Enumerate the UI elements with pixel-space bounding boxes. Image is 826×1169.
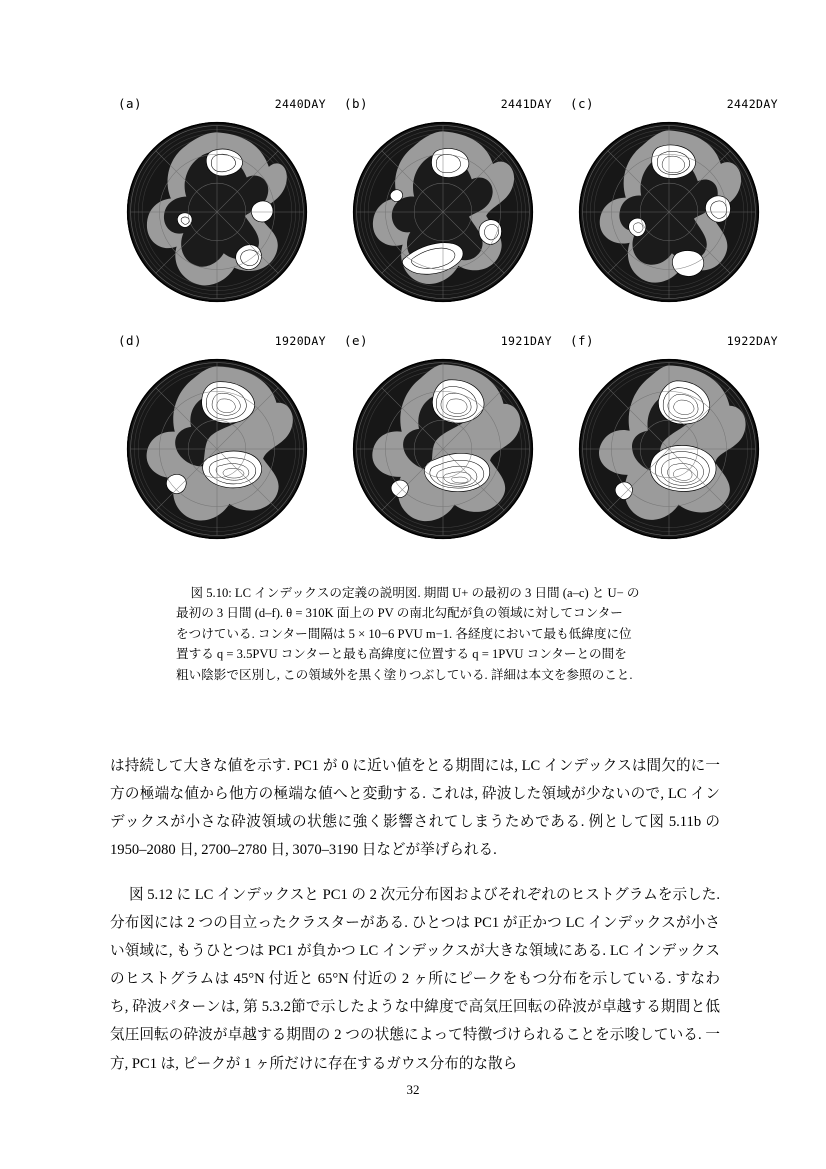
panel-day-b: 2441DAY: [500, 97, 552, 111]
panel-label-e: (e): [344, 333, 369, 348]
caption-line-4: 置する q = 3.5PVU コンターと最も高緯度に位置する q = 1PVU コンターとの間を: [176, 647, 627, 662]
page-number: 32: [406, 1082, 420, 1097]
panel-day-c: 2442DAY: [726, 97, 778, 111]
body-text: [110, 752, 720, 1078]
caption-line-3: をつけている. コンター間隔は 5 × 10−6 PVU m−1. 各経度において最も低緯度に位: [176, 626, 632, 641]
globe-plot-d: [121, 353, 313, 545]
globe-plot-f: [573, 353, 765, 545]
caption-line-5: 粗い陰影で区別し, この領域外を黒く塗りつぶしている. 詳細は本文を参照のこと.: [176, 667, 633, 682]
panel-label-f: (f): [570, 333, 595, 348]
figure-panel-a: [110, 92, 328, 307]
figure-caption: [176, 583, 654, 685]
globe-plot-e: [347, 353, 539, 545]
polar-stereographic-map-e: [347, 353, 539, 545]
panel-day-f: 1922DAY: [726, 334, 778, 348]
figure-panel-e: [336, 329, 554, 544]
panel-label-d: (d): [118, 333, 143, 348]
polar-stereographic-map-f: [573, 353, 765, 545]
figure-panel-d: [110, 329, 328, 544]
paragraph-2: 図 5.12 に LC インデックスと PC1 の 2 次元分布図およびそれぞれのヒストグラムを示した. 分布図には 2 つの目立ったクラスターがある. ひとつは PC1 が正かつ LC インデックスが小さい領域に, もうひとつは PC1 が負かつ LC インデックスが大きな領域にある. LC インデックスのヒストグラムは 45°N 付近と 65°N 付近の 2 ヶ所にピークをもつ分布を示している. すなわち, 砕波パターンは, 第 5.3.2節で示したような中緯度で高気圧回転の砕波が卓越する期間と低気圧回転の砕波が卓越する期間の 2 つの状態によって特徴づけられることを示唆している. 一方, PC1 は, ピークが 1 ヶ所だけに存在するガウス分布的な散ら: [110, 886, 720, 1072]
globe-plot-a: [121, 116, 313, 308]
globe-plot-b: [347, 116, 539, 308]
paragraph-1: は持続して大きな値を示す. PC1 が 0 に近い値をとる期間には, LC インデックスは間欠的に一方の極端な値から他方の極端な値へと変動する. これは, 砕波した領域が少ないので, LC インデックスが小さな砕波領域の状態に強く影響されてしまうためである. 例として図 5.11b の 1950–2080 日, 2700–2780 日, 3070–3190 日などが挙げられる.: [110, 758, 720, 859]
figure-panel-b: [336, 92, 554, 307]
figure-5-10: [110, 92, 780, 544]
panel-day-d: 1920DAY: [274, 334, 326, 348]
panel-day-a: 2440DAY: [274, 97, 326, 111]
caption-line-2: 最初の 3 日間 (d–f). θ = 310K 面上の PV の南北勾配が負の領域に対してコンター: [176, 606, 623, 621]
panel-label-a: (a): [118, 96, 143, 111]
panel-label-b: (b): [344, 96, 369, 111]
figure-row-bottom: [110, 329, 780, 544]
figure-row-top: [110, 92, 780, 307]
caption-line-1: 図 5.10: LC インデックスの定義の説明図. 期間 U+ の最初の 3 日間 (a–c) と U− の: [190, 586, 640, 600]
panel-label-c: (c): [570, 96, 595, 111]
globe-plot-c: [573, 116, 765, 308]
figure-panel-f: [562, 329, 780, 544]
polar-stereographic-map-c: [573, 116, 765, 308]
polar-stereographic-map-a: [121, 116, 313, 308]
figure-panel-c: [562, 92, 780, 307]
polar-stereographic-map-b: [347, 116, 539, 308]
panel-day-e: 1921DAY: [500, 334, 552, 348]
polar-stereographic-map-d: [121, 353, 313, 545]
